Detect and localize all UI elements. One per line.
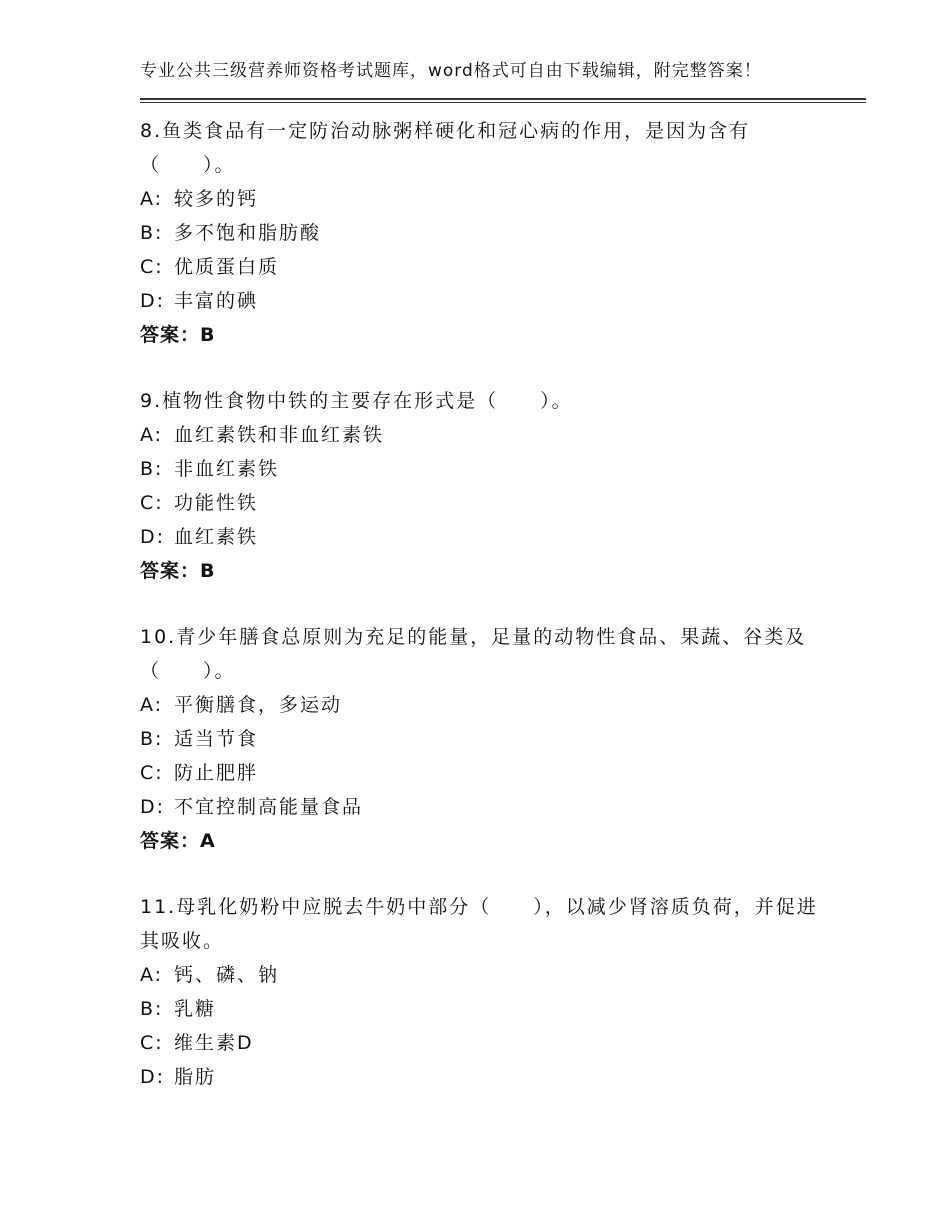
option-b — [140, 992, 820, 1026]
option-b — [140, 722, 820, 756]
option-c — [140, 250, 820, 284]
page-header: 专业公共三级营养师资格考试题库，word格式可自由下载编辑，附完整答案！ — [140, 61, 762, 81]
option-text: 适当节食 — [174, 728, 259, 750]
option-key: D: — [140, 290, 166, 312]
option-c — [140, 486, 820, 520]
option-key: B: — [140, 458, 164, 480]
option-text: 钙、磷、钠 — [174, 964, 280, 986]
option-d — [140, 1060, 820, 1094]
question-stem: 9.植物性食物中铁的主要存在形式是（ ）。 — [140, 390, 573, 412]
header-rule-thick — [140, 98, 866, 100]
option-c — [140, 1026, 820, 1060]
option-text: 多不饱和脂肪酸 — [174, 222, 322, 244]
question-9 — [140, 384, 820, 588]
option-a — [140, 958, 820, 992]
question-11 — [140, 890, 820, 1094]
option-text: 血红素铁和非血红素铁 — [174, 424, 385, 446]
option-text: 防止肥胖 — [174, 762, 259, 784]
option-text: 功能性铁 — [174, 492, 259, 514]
option-key: A: — [140, 964, 164, 986]
option-text: 丰富的碘 — [174, 290, 259, 312]
option-text: 优质蛋白质 — [174, 256, 280, 278]
option-text: 维生素D — [174, 1032, 254, 1054]
option-key: A: — [140, 424, 164, 446]
option-key: D: — [140, 1066, 166, 1088]
answer-line: 答案：B — [140, 324, 216, 346]
question-stem: 8.鱼类食品有一定防治动脉粥样硬化和冠心病的作用，是因为含有（ ）。 — [140, 120, 751, 176]
option-b — [140, 216, 820, 250]
option-text: 平衡膳食，多运动 — [174, 694, 343, 716]
question-8 — [140, 114, 820, 352]
option-d — [140, 284, 820, 318]
question-stem: 11.母乳化奶粉中应脱去牛奶中部分（ ），以减少肾溶质负荷，并促进其吸收。 — [140, 896, 818, 952]
option-b — [140, 452, 820, 486]
option-c — [140, 756, 820, 790]
option-text: 血红素铁 — [174, 526, 259, 548]
option-key: C: — [140, 256, 164, 278]
question-list — [140, 114, 820, 1126]
option-d — [140, 790, 820, 824]
option-text: 非血红素铁 — [174, 458, 280, 480]
option-a — [140, 688, 820, 722]
answer-line: 答案：A — [140, 830, 216, 852]
answer-line: 答案：B — [140, 560, 216, 582]
option-text: 较多的钙 — [174, 188, 259, 210]
option-text: 脂肪 — [174, 1066, 217, 1088]
option-key: B: — [140, 728, 164, 750]
option-key: C: — [140, 1032, 164, 1054]
option-key: A: — [140, 188, 164, 210]
option-text: 不宜控制高能量食品 — [174, 796, 364, 818]
option-key: B: — [140, 222, 164, 244]
option-key: D: — [140, 526, 166, 548]
option-d — [140, 520, 820, 554]
option-key: D: — [140, 796, 166, 818]
option-key: C: — [140, 762, 164, 784]
question-stem: 10.青少年膳食总原则为充足的能量，足量的动物性食品、果蔬、谷类及（ ）。 — [140, 626, 807, 682]
option-a — [140, 182, 820, 216]
option-key: C: — [140, 492, 164, 514]
question-10 — [140, 620, 820, 858]
option-a — [140, 418, 820, 452]
option-text: 乳糖 — [174, 998, 217, 1020]
header-rule-thin — [140, 102, 866, 103]
option-key: A: — [140, 694, 164, 716]
option-key: B: — [140, 998, 164, 1020]
